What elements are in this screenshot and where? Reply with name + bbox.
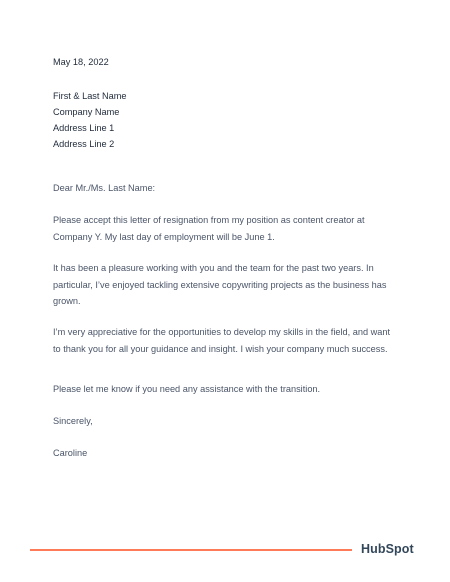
paragraph-1: Please accept this letter of resignation from my position as content creator at Company Y. My last day of employment will be June 1. [53, 215, 365, 242]
footer-divider [30, 549, 352, 551]
paragraph-3: I’m very appreciative for the opportunities to develop my skills in the field, and want to thank you for all your guidance and insight. I wish your company much success. [53, 327, 391, 354]
paragraph-4: Please let me know if you need any assistance with the transition. [53, 384, 321, 394]
recipient-name: First & Last Name [53, 91, 127, 101]
recipient-address-line-2: Address Line 2 [53, 139, 115, 149]
closing: Sincerely, [53, 416, 93, 426]
letter-date: May 18, 2022 [53, 57, 109, 67]
salutation: Dear Mr./Ms. Last Name: [53, 183, 156, 193]
recipient-address-line-1: Address Line 1 [53, 123, 115, 133]
recipient-company: Company Name [53, 107, 120, 117]
paragraph-2: It has been a pleasure working with you and the team for the past two years. In particular, I’ve enjoyed tackling extensive copywriting projects as the business has grown. [53, 263, 387, 306]
signature: Caroline [53, 448, 88, 458]
hubspot-logo: HubSpot [361, 542, 414, 556]
